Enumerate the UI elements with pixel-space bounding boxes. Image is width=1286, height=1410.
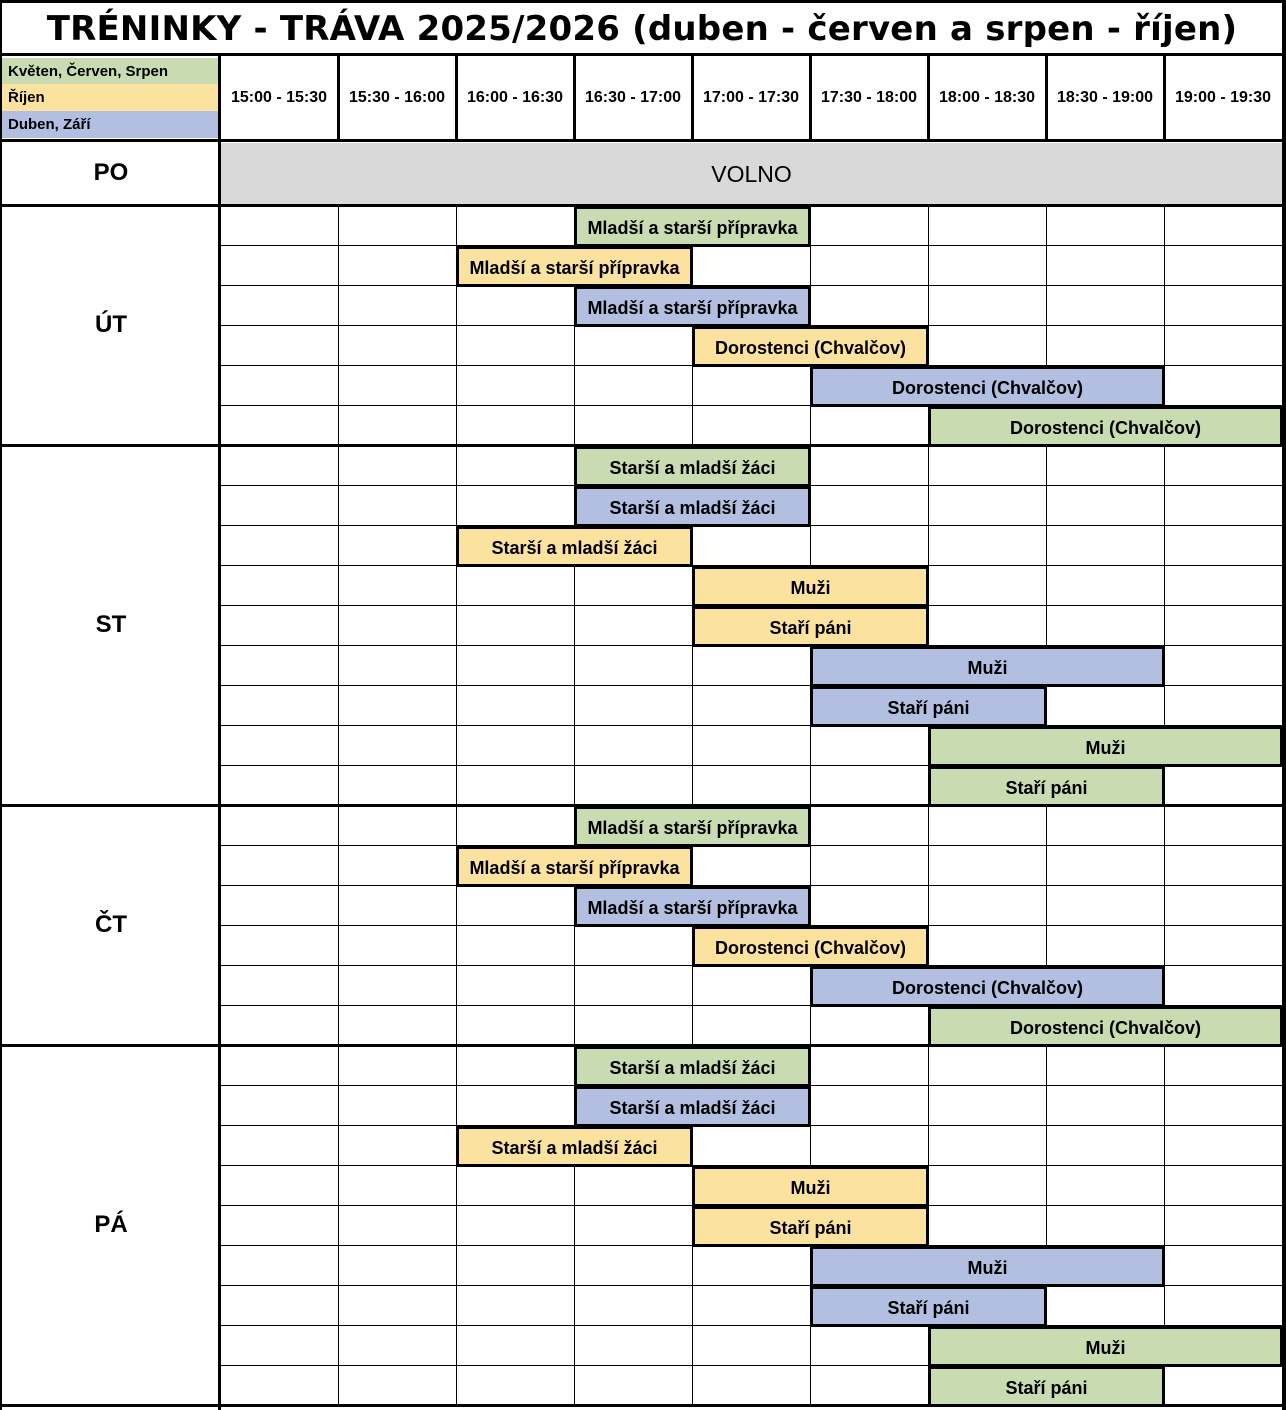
- training-block: Muži: [928, 726, 1283, 767]
- day-label: PO: [93, 158, 129, 186]
- cell-gridline: [338, 445, 339, 805]
- training-block: Muži: [692, 566, 929, 607]
- page-title: TRÉNINKY - TRÁVA 2025/2026 (duben - červen a srpen - říjen): [46, 9, 1238, 49]
- time-slot-header: 16:00 - 16:30: [466, 89, 564, 106]
- training-block: Dorostenci (Chvalčov): [810, 966, 1165, 1007]
- label-column-border: [218, 56, 221, 1410]
- training-block: Starší a mladší žáci: [574, 446, 811, 487]
- day-border: [0, 444, 1286, 447]
- time-slot-header: 15:00 - 15:30: [230, 89, 328, 106]
- time-slot-header: 19:00 - 19:30: [1174, 89, 1272, 106]
- day-label: ČT: [95, 911, 127, 938]
- border-left: [0, 0, 2, 1410]
- header-gridline: [455, 56, 458, 140]
- training-block: Muži: [692, 1166, 929, 1207]
- training-block: Mladší a starší přípravka: [456, 846, 693, 887]
- training-block: Mladší a starší přípravka: [574, 206, 811, 247]
- cell-gridline: [456, 445, 457, 805]
- time-slot-header: 15:30 - 16:00: [348, 89, 446, 106]
- day-label: PÁ: [94, 1211, 128, 1238]
- day-label: ÚT: [95, 311, 127, 338]
- time-slot-header: 17:00 - 17:30: [702, 89, 800, 106]
- training-block: Staří páni: [810, 686, 1047, 727]
- training-block: Staří páni: [692, 606, 929, 647]
- training-block: Staří páni: [692, 1206, 929, 1247]
- training-block: Mladší a starší přípravka: [574, 806, 811, 847]
- training-block: Starší a mladší žáci: [574, 1046, 811, 1087]
- training-block: Starší a mladší žáci: [574, 1086, 811, 1127]
- time-slot-header: 16:30 - 17:00: [584, 89, 682, 106]
- training-block: Starší a mladší žáci: [456, 526, 693, 567]
- header-gridline: [1163, 56, 1166, 140]
- legend-item: Květen, Červen, Srpen: [2, 58, 218, 84]
- header-border: [0, 139, 1286, 142]
- border-top: [0, 0, 1286, 3]
- header-gridline: [691, 56, 694, 140]
- training-block: Mladší a starší přípravka: [574, 286, 811, 327]
- training-block: Staří páni: [928, 1366, 1165, 1407]
- training-block: Dorostenci (Chvalčov): [692, 326, 929, 367]
- time-slot-header: 18:30 - 19:00: [1056, 89, 1154, 106]
- training-block: Muži: [928, 1326, 1283, 1367]
- training-block: Muži: [810, 646, 1165, 687]
- legend-item: Duben, Září: [2, 111, 218, 138]
- time-slot-header: 18:00 - 18:30: [938, 89, 1036, 106]
- day-border: [0, 804, 1286, 807]
- training-block: Mladší a starší přípravka: [456, 246, 693, 287]
- cell-gridline: [338, 805, 339, 1045]
- training-block: Staří páni: [810, 1286, 1047, 1327]
- training-block: Dorostenci (Chvalčov): [928, 1006, 1283, 1047]
- cell-gridline: [456, 805, 457, 1045]
- cell-gridline: [456, 205, 457, 445]
- time-slot-header: 17:30 - 18:00: [820, 89, 918, 106]
- header-gridline: [1045, 56, 1048, 140]
- training-block: Staří páni: [928, 766, 1165, 807]
- border-right: [1282, 0, 1286, 1410]
- training-block: Mladší a starší přípravka: [574, 886, 811, 927]
- cell-gridline: [338, 205, 339, 445]
- cell-gridline: [456, 1045, 457, 1405]
- training-block: Muži: [810, 1246, 1165, 1287]
- cell-gridline: [338, 1045, 339, 1405]
- day-border: [0, 204, 1286, 207]
- day-border: [0, 1404, 1286, 1407]
- day-label: ST: [95, 611, 127, 638]
- volno-cell: VOLNO: [221, 143, 1282, 205]
- header-gridline: [927, 56, 930, 140]
- header-gridline: [809, 56, 812, 140]
- training-block: Dorostenci (Chvalčov): [692, 926, 929, 967]
- training-block: Starší a mladší žáci: [574, 486, 811, 527]
- legend-item: Říjen: [2, 84, 218, 111]
- training-block: Starší a mladší žáci: [456, 1126, 693, 1167]
- header-gridline: [337, 56, 340, 140]
- header-gridline: [573, 56, 576, 140]
- day-border: [0, 1044, 1286, 1047]
- title-border: [0, 53, 1286, 56]
- training-block: Dorostenci (Chvalčov): [810, 366, 1165, 407]
- training-block: Dorostenci (Chvalčov): [928, 406, 1283, 447]
